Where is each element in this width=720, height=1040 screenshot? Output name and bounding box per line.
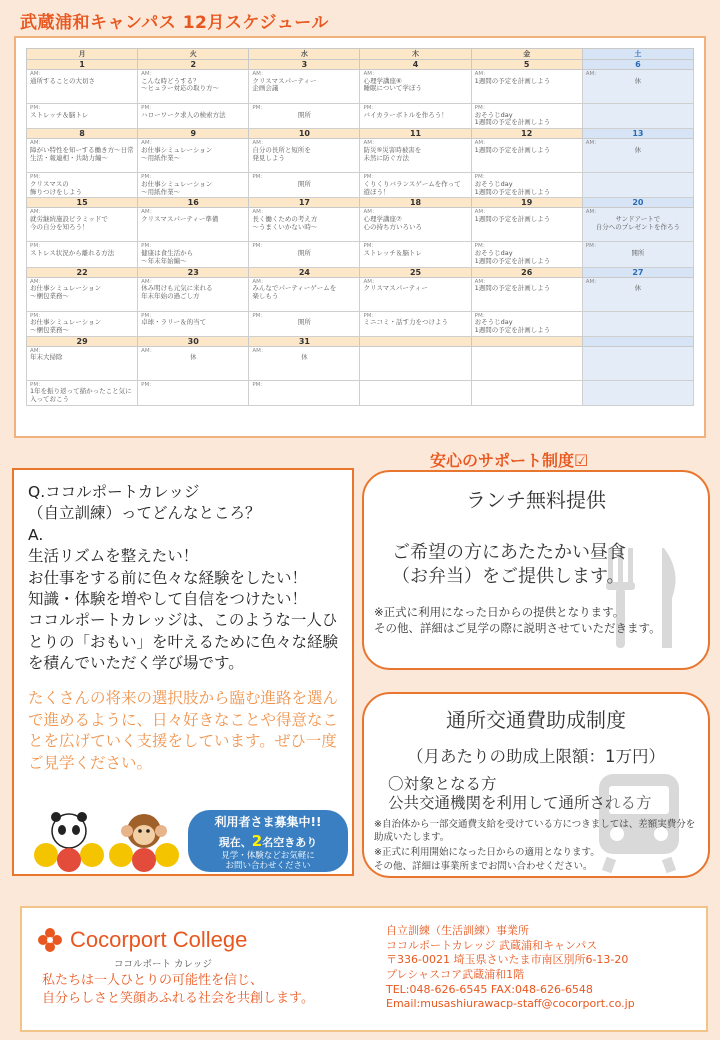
date-number: 22 (27, 267, 138, 277)
am-cell (471, 139, 582, 173)
event-text: サンドアートで 自分へのプレゼントを作ろう (595, 214, 681, 231)
event-text: 休 (634, 284, 642, 293)
recruit-vacancy-prefix: 現在、 (218, 835, 252, 849)
pm-cell (138, 242, 249, 267)
pm-tag: PM： (363, 243, 378, 250)
event-text: 休 (189, 353, 197, 362)
date-number: 13 (582, 129, 693, 139)
pm-tag: PM： (141, 105, 155, 111)
date-number: 6 (582, 60, 693, 70)
am-tag: AM： (363, 209, 378, 216)
event-text: くりくりバランスゲームを作って 遊ぼう！ (363, 179, 461, 196)
event-text: バイカラーボトルを作ろう！ (363, 110, 448, 119)
am-tag: AM： (474, 278, 489, 285)
pm-row (27, 311, 694, 336)
event-text: ミニコミ・話す力をつけよう (363, 318, 448, 327)
event-text: 休み明けも元気に来れる 年末年始の過ごし方 (141, 284, 213, 300)
recruitment-badge (188, 810, 348, 872)
pm-cell (138, 380, 249, 405)
answer-label: A. (28, 525, 44, 544)
date-number: 26 (471, 267, 582, 277)
date-number: 5 (471, 60, 582, 70)
pm-tag: PM： (30, 312, 44, 319)
am-cell (471, 208, 582, 242)
pm-cell (138, 104, 249, 129)
date-number: 18 (360, 198, 471, 208)
am-row (27, 277, 694, 311)
am-tag: AM： (30, 140, 45, 147)
pm-tag: PM： (585, 243, 600, 250)
transport-target: 公共交通機関を利用して通所される方 (388, 794, 652, 813)
pm-tag: PM： (474, 105, 489, 111)
pm-cell (582, 380, 693, 405)
event-text: 防災⑤災害時被害を 未然に防ぐ方法 (363, 145, 422, 162)
pm-tag: PM： (474, 174, 489, 181)
lunch-title: ランチ無料提供 (466, 488, 606, 512)
date-row (27, 336, 694, 346)
am-cell (27, 277, 138, 311)
brand-name-kana: ココルポート カレッジ (114, 959, 212, 970)
am-cell (582, 139, 693, 173)
brand-name: Cocorport College (70, 927, 248, 952)
pm-tag: PM： (252, 105, 266, 111)
am-tag: AM： (141, 347, 156, 354)
am-cell (138, 277, 249, 311)
am-cell (360, 70, 471, 104)
am-cell (471, 277, 582, 311)
event-text: ストレッチ＆脳トレ (30, 110, 89, 119)
am-tag: AM： (252, 209, 267, 216)
pm-tag: PM： (30, 243, 44, 250)
support-section-title: 安心のサポート制度☑ (430, 451, 589, 470)
facility-email[interactable]: Email:musashiurawacp-staff@cocorport.co.jp (386, 997, 635, 1011)
pm-cell (360, 311, 471, 336)
event-text: 通所することの大切さ (30, 76, 95, 85)
date-number: 3 (249, 60, 360, 70)
am-tag: AM： (585, 278, 600, 285)
am-cell (249, 277, 360, 311)
pm-cell (360, 242, 471, 267)
event-text: 1週間の予定を計画しよう (474, 76, 551, 85)
am-cell (138, 346, 249, 380)
pm-tag: PM： (252, 312, 266, 319)
date-number (471, 336, 582, 346)
event-text: 健康は食生活から ～年末年始編～ (141, 248, 194, 265)
recruit-note: 見学・体験などお気軽に お問い合わせください (221, 851, 315, 872)
am-tag: AM： (585, 140, 600, 147)
am-cell (582, 346, 693, 380)
event-text: クリスマスパーティー (363, 284, 428, 293)
pm-tag: PM： (30, 381, 44, 388)
date-number: 12 (471, 129, 582, 139)
am-tag: AM： (30, 209, 45, 216)
answer-highlight: たくさんの将来の選択肢から臨む進路を選んで進めるように、日々好きなことや得意なことを広げていく支援をしています。ぜひ一度ご見学ください。 (28, 689, 339, 772)
date-number: 25 (360, 267, 471, 277)
lunch-support-box (362, 470, 710, 670)
event-text: 開所 (297, 179, 311, 188)
am-cell (27, 208, 138, 242)
event-text: おそうじday 1週間の予定を計画しよう (474, 318, 551, 334)
event-text: 心理学講座⑥ 睡眠について学ぼう (363, 76, 422, 93)
pm-cell (471, 380, 582, 405)
qa-box (12, 468, 354, 876)
date-row (27, 129, 694, 139)
event-text: 1週間の予定を計画しよう (474, 145, 551, 154)
event-text: 心理学講座⑦ 心の持ち方いろいろ (363, 214, 422, 231)
date-number: 16 (138, 198, 249, 208)
pm-tag: PM： (30, 174, 44, 181)
am-tag: AM： (252, 278, 267, 285)
am-tag: AM： (474, 140, 489, 147)
pm-cell (360, 104, 471, 129)
pm-tag: PM： (141, 312, 155, 319)
pm-cell (27, 380, 138, 405)
recruit-vacancy (188, 831, 348, 852)
pm-tag: PM： (363, 312, 378, 319)
pm-row (27, 104, 694, 129)
event-text: 卓球・ラリー＆的当て (141, 318, 207, 327)
date-number: 20 (582, 198, 693, 208)
facility-phone-fax: TEL:048-626-6545 FAX:048-626-6548 (386, 982, 593, 996)
transport-limit: （月あたりの助成上限額：1万円） (407, 747, 665, 766)
am-cell (138, 208, 249, 242)
transport-target-heading: 〇対象となる方 (388, 775, 497, 793)
event-text: ハローワーク求人の検索方法 (141, 110, 226, 119)
date-number: 17 (249, 198, 360, 208)
event-text: 長く働くための考え方 ～うまくいかない時～ (252, 214, 318, 231)
am-tag: AM： (252, 71, 267, 77)
facility-address: 〒336-0021 埼玉県さいたま市南区別所6-13-20 (386, 953, 629, 967)
schedule-calendar (14, 36, 706, 438)
pm-cell (27, 311, 138, 336)
event-text: ストレッチ＆脳トレ (363, 248, 422, 257)
event-text: 障がい特性を知ーする働き方～日常生活・報連相・共助力編～ (30, 145, 134, 162)
event-text: お仕事シミュレーション ～梱包業務～ (30, 284, 102, 300)
am-tag: AM： (474, 209, 489, 216)
am-cell (471, 70, 582, 104)
calendar-table (26, 48, 694, 406)
event-text: 休 (634, 76, 642, 85)
date-number: 2 (138, 60, 249, 70)
am-tag: AM： (585, 71, 600, 77)
event-text: 自分の長所と短所を 発見しよう (252, 145, 311, 162)
event-text: 開所 (297, 110, 311, 119)
pm-cell (471, 242, 582, 267)
contact-info (386, 924, 635, 1012)
am-row (27, 139, 694, 173)
event-text: 1週間の予定を計画しよう (474, 214, 551, 223)
recruit-headline: 利用者さま募集中!! (214, 815, 322, 829)
event-text: 1週間の予定を計画しよう (474, 284, 551, 293)
answer-line-3: 知識・体験を増やして自信をつけたい！ (28, 589, 308, 608)
answer-line-1: 生活リズムを整えたい！ (28, 547, 199, 566)
page-title: 武蔵浦和キャンパス 12月スケジュール (20, 13, 329, 33)
pm-row (27, 380, 694, 405)
am-tag: AM： (363, 71, 378, 77)
event-text: こんな時どうする？ ～ヒュラー対応の取り方～ (141, 76, 220, 93)
am-tag: AM： (141, 140, 156, 147)
event-text: クリスマスパーティー 企画会議 (252, 76, 317, 93)
am-tag: AM： (474, 71, 489, 77)
pm-cell (249, 104, 360, 129)
pm-tag: PM： (474, 243, 489, 250)
am-cell (582, 277, 693, 311)
am-tag: AM： (30, 347, 45, 354)
pm-cell (582, 242, 693, 267)
pm-row (27, 173, 694, 198)
event-text: 開所 (631, 248, 645, 257)
am-tag: AM： (363, 278, 378, 285)
am-cell (27, 139, 138, 173)
date-number: 1 (27, 60, 138, 70)
pm-cell (249, 242, 360, 267)
monkey-mascot-icon (109, 805, 179, 873)
pm-cell (249, 380, 360, 405)
date-number: 30 (138, 336, 249, 346)
transport-title: 通所交通費助成制度 (446, 708, 626, 732)
date-row (27, 60, 694, 70)
pm-cell (138, 173, 249, 198)
date-number: 29 (27, 336, 138, 346)
weekday-header-row (27, 49, 694, 60)
am-tag: AM： (585, 209, 600, 216)
question-line-1: Q.ココルポートカレッジ (28, 483, 200, 501)
date-number: 31 (249, 336, 360, 346)
am-row (27, 70, 694, 104)
am-tag: AM： (252, 140, 267, 147)
event-text: 開所 (297, 248, 311, 257)
panda-mascot-icon (34, 805, 104, 873)
am-cell (471, 346, 582, 380)
date-number: 27 (582, 267, 693, 277)
weekday-sat: 土 (582, 49, 693, 60)
brand-tagline: 私たちは一人ひとりの可能性を信じ、 自分らしさと笑顔あふれる社会を共創します。 (42, 973, 314, 1007)
pm-tag: PM： (141, 243, 155, 250)
date-number: 24 (249, 267, 360, 277)
weekday-wed: 水 (249, 49, 360, 60)
am-cell (360, 277, 471, 311)
pm-tag: PM： (252, 174, 266, 181)
pm-cell (249, 311, 360, 336)
am-cell (360, 208, 471, 242)
date-row (27, 198, 694, 208)
pm-cell (249, 173, 360, 198)
pm-tag: PM： (474, 312, 489, 319)
event-text: 休 (301, 353, 308, 362)
am-tag: AM： (141, 209, 156, 216)
am-cell (249, 208, 360, 242)
am-cell (249, 70, 360, 104)
am-tag: AM： (30, 278, 45, 285)
event-text: クリスマスパーティー準備 (141, 214, 219, 223)
event-text: みんなでパーティーゲームを 楽しもう (252, 284, 337, 300)
event-text: お仕事シミュレーション ～梱包業務～ (30, 318, 102, 334)
event-text: お仕事シミュレーション ～用紙作業～ (141, 179, 213, 196)
date-number: 15 (27, 198, 138, 208)
pm-cell (582, 104, 693, 129)
transport-note-1: ※自治体から一部交通費支給を受けている方につきましては、差額実費分を助成いたします。 (374, 818, 696, 844)
am-tag: AM： (141, 71, 156, 77)
am-cell (360, 139, 471, 173)
facility-name: ココルポートカレッジ 武蔵浦和キャンパス (386, 938, 598, 952)
transport-note-2: ※正式に利用開始になった日からの適用となります。 その他、詳細は事業所までお問い合わせください。 (374, 847, 600, 872)
weekday-thu: 木 (360, 49, 471, 60)
transport-support-box (362, 692, 710, 878)
pm-cell (27, 104, 138, 129)
answer-line-4: ココルポートカレッジは、このような一人ひとりの「おもい」を叶えるために色々な経験を積んでいただく学び場です。 (28, 611, 339, 672)
weekday-fri: 金 (471, 49, 582, 60)
event-text: 1年を振り返って描かったこと気に 入っておこう (30, 387, 132, 404)
event-text: 就労継続施設ピラミッドで 今の自分を知ろう！ (30, 214, 108, 231)
am-cell (582, 70, 693, 104)
am-cell (249, 346, 360, 380)
pm-tag: PM： (363, 105, 378, 111)
answer-line-2: お仕事をする前に色々な経験をしたい！ (28, 568, 308, 587)
pm-tag: PM： (252, 381, 266, 388)
footer (20, 906, 708, 1032)
fork-knife-icon (594, 542, 694, 652)
facility-building: プレシャスコア武蔵浦和1階 (386, 967, 525, 981)
date-number: 4 (360, 60, 471, 70)
pm-row (27, 242, 694, 267)
pm-cell (360, 380, 471, 405)
weekday-tue: 火 (138, 49, 249, 60)
brand-logo (36, 926, 247, 954)
am-cell (27, 346, 138, 380)
am-row (27, 208, 694, 242)
pm-cell (138, 311, 249, 336)
am-cell (582, 208, 693, 242)
am-cell (27, 70, 138, 104)
date-number (582, 336, 693, 346)
am-tag: AM： (252, 347, 267, 354)
am-cell (249, 139, 360, 173)
pm-cell (471, 173, 582, 198)
pm-cell (471, 311, 582, 336)
event-text: 年末大掃除 (30, 353, 63, 362)
event-text: おそうじday 1週間の予定を計画しよう (474, 248, 551, 265)
pm-cell (582, 173, 693, 198)
am-tag: AM： (30, 71, 45, 77)
lunch-description: ご希望の方にあたたかい昼食 （お弁当）をご提供します。 (392, 542, 626, 588)
event-text: ストレス状況から離れる方法 (30, 248, 115, 257)
date-number: 11 (360, 129, 471, 139)
train-icon (584, 766, 694, 876)
am-row (27, 346, 694, 380)
lunch-note: ※正式に利用になった日からの提供となります。 その他、詳細はご見学の際に説明させていただきます。 (374, 604, 661, 636)
pm-cell (582, 311, 693, 336)
event-text: お仕事シミュレーション ～用紙作業～ (141, 145, 213, 162)
pm-cell (27, 173, 138, 198)
date-number: 9 (138, 129, 249, 139)
date-number: 19 (471, 198, 582, 208)
am-cell (138, 139, 249, 173)
event-text: おそうじday 1週間の予定を計画しよう (474, 179, 551, 196)
event-text: 休 (634, 145, 642, 154)
date-row (27, 267, 694, 277)
am-cell (360, 346, 471, 380)
date-number: 10 (249, 129, 360, 139)
pm-cell (471, 104, 582, 129)
recruit-vacancy-count: 2 (251, 831, 263, 850)
am-cell (138, 70, 249, 104)
pm-cell (360, 173, 471, 198)
pm-tag: PM： (252, 243, 266, 250)
cocorport-flower-icon (36, 926, 64, 954)
pm-tag: PM： (141, 381, 155, 388)
am-tag: AM： (141, 278, 156, 285)
pm-tag: PM： (363, 174, 378, 181)
facility-type: 自立訓練（生活訓練）事業所 (386, 924, 529, 937)
pm-tag: PM： (30, 105, 44, 111)
question-line-2: （自立訓練）ってどんなところ？ (28, 504, 261, 523)
event-text: 開所 (297, 318, 311, 327)
event-text: おそうじday 1週間の予定を計画しよう (474, 110, 551, 127)
pm-cell (27, 242, 138, 267)
recruit-vacancy-suffix: 名空きあり (262, 835, 318, 849)
date-number: 23 (138, 267, 249, 277)
date-number: 8 (27, 129, 138, 139)
event-text: クリスマスの 飾りつけをしよう (30, 179, 82, 196)
pm-tag: PM： (141, 174, 155, 181)
am-tag: AM： (363, 140, 378, 147)
date-number (360, 336, 471, 346)
weekday-mon: 月 (27, 49, 138, 60)
